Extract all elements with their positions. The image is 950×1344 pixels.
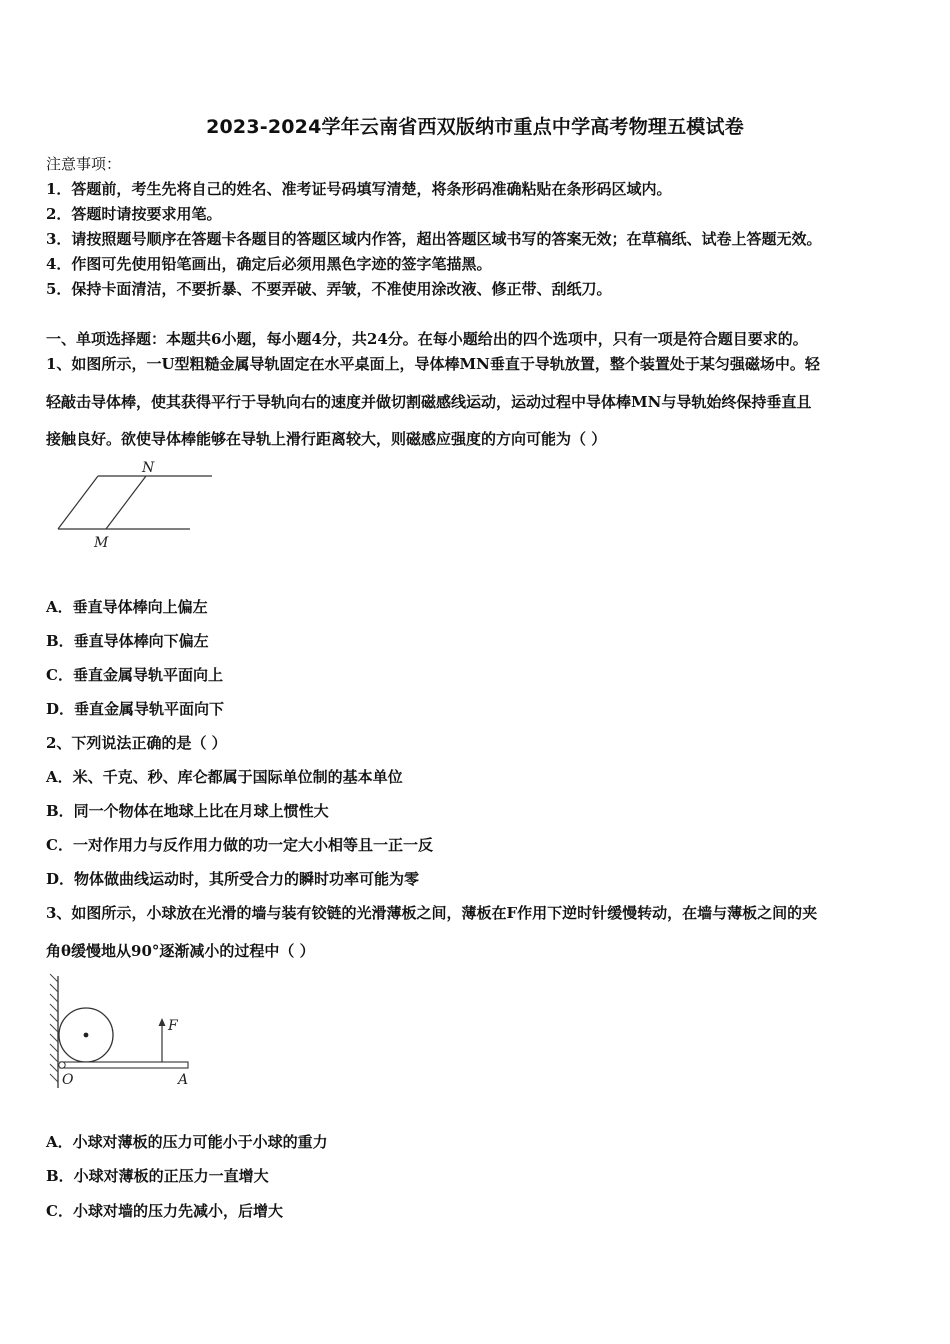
notice-item: 5．保持卡面清洁，不要折暴、不要弄破、弄皱，不准使用涂改液、修正带、刮纸刀。 — [46, 280, 612, 298]
option: D．物体做曲线运动时，其所受合力的瞬时功率可能为零 — [46, 870, 420, 888]
thin-plate — [60, 1062, 188, 1068]
option: D．垂直金属导轨平面向下 — [46, 700, 225, 718]
label-n: N — [142, 460, 155, 476]
option: A．小球对薄板的压力可能小于小球的重力 — [46, 1133, 328, 1151]
option: C．小球对墙的压力先减小，后增大 — [46, 1202, 283, 1220]
question-3-text: 3、如图所示，小球放在光滑的墙与装有铰链的光滑薄板之间，薄板在F作用下逆时针缓慢转动，在墙与薄板之间的夹 — [46, 904, 818, 922]
option: C．一对作用力与反作用力做的功一定大小相等且一正一反 — [46, 836, 433, 854]
option: A．米、千克、秒、库仑都属于国际单位制的基本单位 — [46, 768, 403, 786]
conductor-rod-mn — [106, 476, 146, 529]
ball-center — [84, 1033, 89, 1038]
option: A．垂直导体棒向上偏左 — [46, 598, 208, 616]
notice-item: 3．请按照题号顺序在答题卡各题目的答题区域内作答，超出答题区域书写的答案无效；在草稿纸、试卷上答题无效。 — [46, 230, 822, 248]
figure-wall-ball-diagram — [40, 972, 200, 1092]
question-3-text: 角θ缓慢地从90°逐渐减小的过程中（ ） — [46, 942, 315, 960]
question-1-text: 1、如图所示，一U型粗糙金属导轨固定在水平桌面上，导体棒MN垂直于导轨放置，整个装置处于某匀强磁场中。轻 — [46, 355, 820, 373]
label-a: A — [178, 1072, 189, 1088]
figure-rails-diagram — [50, 458, 220, 553]
option: C．垂直金属导轨平面向上 — [46, 666, 223, 684]
label-m: M — [94, 535, 109, 551]
page-title: 2023-2024学年云南省西双版纳市重点中学高考物理五模试卷 — [206, 116, 744, 138]
question-1-text: 轻敲击导体棒，使其获得平行于导轨向右的速度并做切割磁感线运动，运动过程中导体棒MN与导轨始终保持垂直且 — [46, 393, 812, 411]
option: B．垂直导体棒向下偏左 — [46, 632, 209, 650]
notice-item: 1．答题前，考生先将自己的姓名、准考证号码填写清楚，将条形码准确粘贴在条形码区域内。 — [46, 180, 672, 198]
force-arrowhead — [159, 1018, 166, 1026]
notice-item: 2．答题时请按要求用笔。 — [46, 205, 222, 223]
wall-hatching — [50, 974, 58, 1082]
notice-item: 4．作图可先使用铅笔画出，确定后必须用黑色字迹的签字笔描黑。 — [46, 255, 492, 273]
question-2-text: 2、下列说法正确的是（ ） — [46, 734, 227, 752]
rail-end — [58, 476, 98, 529]
hinge — [59, 1062, 65, 1068]
question-1-text: 接触良好。欲使导体棒能够在导轨上滑行距离较大，则磁感应强度的方向可能为（ ） — [46, 430, 607, 448]
label-f: F — [168, 1018, 178, 1034]
option: B．小球对薄板的正压力一直增大 — [46, 1167, 269, 1185]
section-heading: 一、单项选择题：本题共6小题，每小题4分，共24分。在每小题给出的四个选项中，只有一项是符合题目要求的。 — [46, 330, 808, 348]
option: B．同一个物体在地球上比在月球上惯性大 — [46, 802, 329, 820]
label-o: O — [62, 1072, 74, 1088]
notice-heading: 注意事项： — [46, 155, 122, 173]
